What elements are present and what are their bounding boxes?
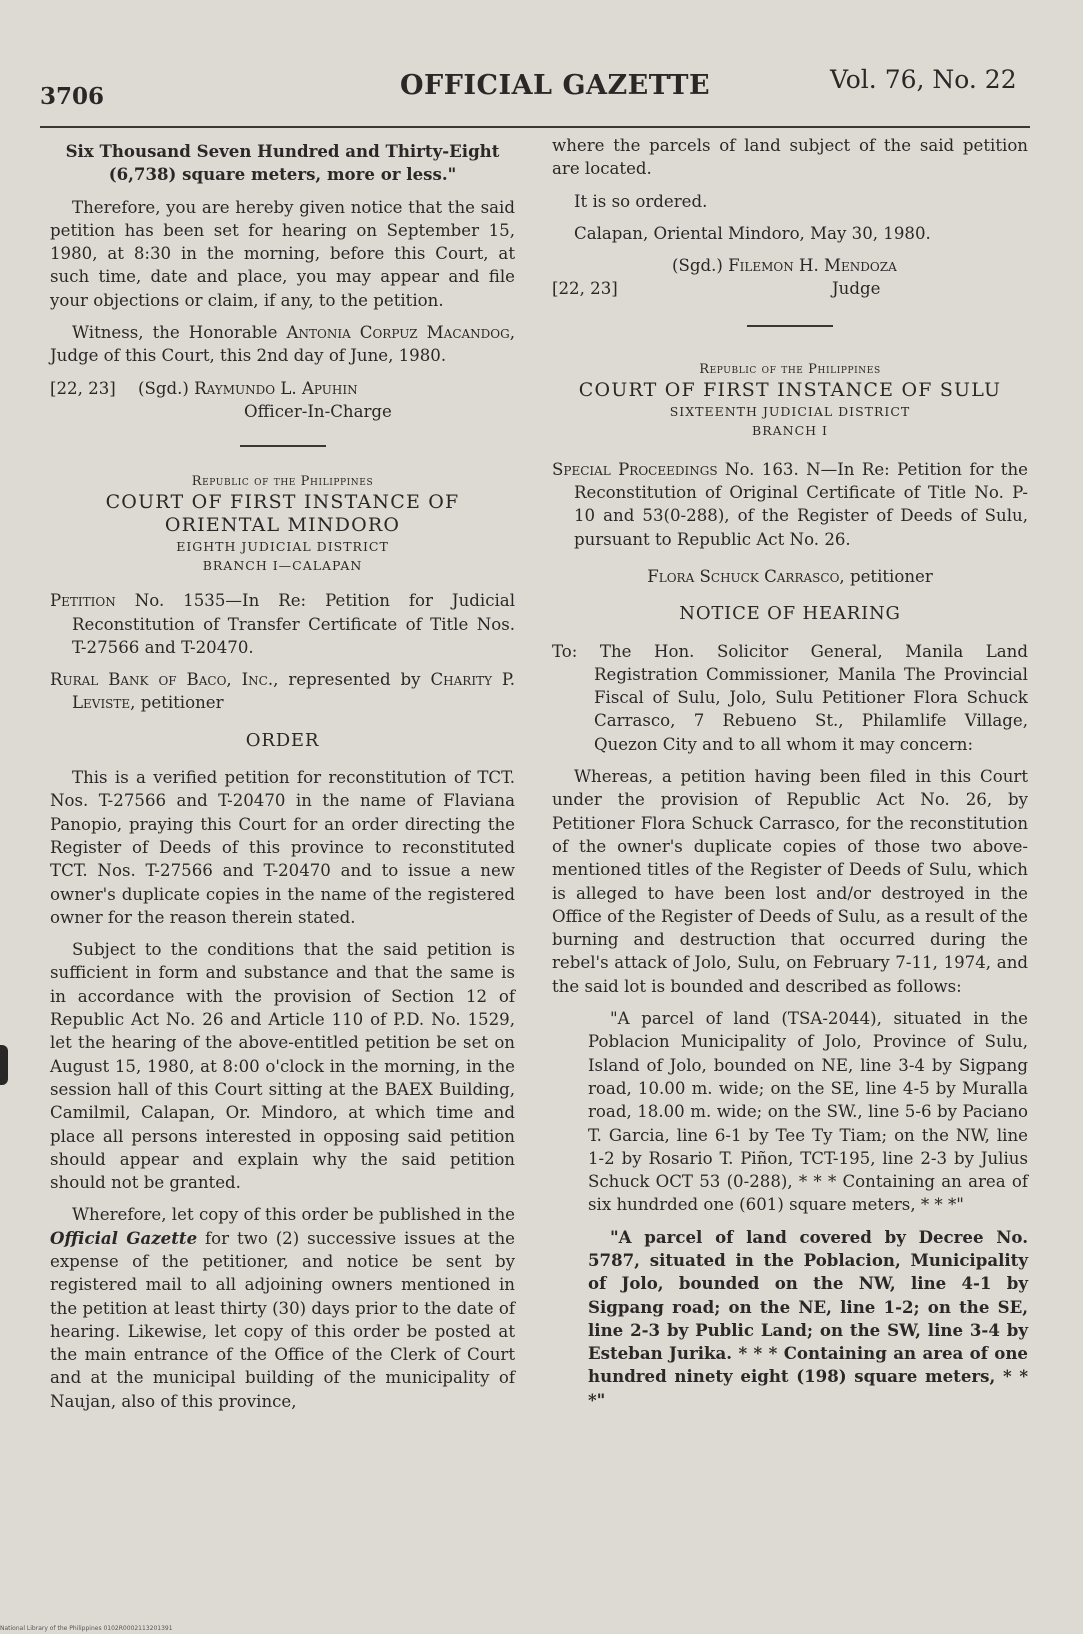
petition-caption [50, 589, 515, 659]
therefore-paragraph: Therefore, you are hereby given notice that the said petition has been set for hearing on September 15, 1980, at 8:30 in the morning, before this Court, at such time, date and place, you may appear and file your objections or claim, if any, to the petition. [50, 197, 515, 310]
petitioner-line [552, 565, 1028, 588]
header-rule [40, 126, 1030, 128]
order-p3-a: Wherefore, let copy of this order be published in the [72, 1205, 515, 1225]
scan-edge-mark [0, 1045, 8, 1085]
signature-block-left [50, 377, 515, 424]
court-district-right: SIXTEENTH JUDICIAL DISTRICT [669, 403, 911, 419]
party-end: , petitioner [130, 693, 224, 713]
court-name-line1: COURT OF FIRST INSTANCE OF [105, 491, 460, 514]
court-branch-right: BRANCH I [752, 422, 828, 438]
to-text: The Hon. Solicitor General, Manila Land Registration Commissioner, Manila The Provincial Fiscal of Sulu, Jolo, Sulu Petitioner Flora Schuck Carrasco, 7 Rebueno St., Philamlife Village, Quezon City and to all whom it may concern: [594, 641, 1028, 754]
special-proceedings-caption [552, 458, 1028, 551]
order-title: ORDER [245, 729, 320, 751]
whereas-paragraph: Whereas, a petition having been filed in this Court under the provision of Republic Act No. 26, by Petitioner Flora Schuck Carrasco, for the reconstitution of the owner's duplicate copies of those two above-mentioned titles of the Register of Deeds of Sulu, which is alleged to have been lost and/or destroyed in the Office of the Register of Deeds of Sulu, as a result of the burning and destruction that occurred during the rebel's attack of Jolo, Sulu, on February 7-11, 1974, and the said lot is bounded and described as follows: [552, 767, 1028, 996]
party-name: Rural Bank of Baco, Inc. [50, 670, 274, 690]
party-rest: , represented by [273, 670, 421, 690]
signature-block-right [552, 254, 1028, 301]
court-name-right: COURT OF FIRST INSTANCE OF SULU [578, 378, 1002, 401]
scan-footer-note: National Library of the Philippines 0102R0002113201391 [0, 1625, 173, 1632]
area-continuation: Six Thousand Seven Hundred and Thirty-Eight (6,738) square meters, more or less." [65, 141, 500, 185]
order-paragraph-2: Subject to the conditions that the said petition is sufficient in form and substance and that the same is in accordance with the provision of Section 12 of Republic Act No. 26 and Article 110 of P.D. No. 1529, let the hearing of the above-entitled petition be set on August 15, 1980, at 8:00 o'clock in the morning, in the session hall of this Court sitting at the BAEX Building, Camilmil, Calapan, Or. Mindoro, at which time and place all persons interested in opposing said petition should appear and explain why the said petition should not be granted. [50, 940, 515, 1193]
court-republic: Republic of the Philippines [191, 474, 374, 490]
sig-issue-ref: [22, 23] [50, 378, 116, 398]
notice-title: NOTICE OF HEARING [679, 603, 901, 625]
section-divider [240, 445, 326, 447]
court-name-line2: ORIENTAL MINDORO [164, 514, 401, 537]
petitioner-role: , petitioner [839, 566, 933, 586]
petition-text: No. 1535—In Re: Petition for Judicial Reconstitution of Transfer Certificate of Title Nos. T-27566 and T-20470. [72, 591, 515, 657]
petitioner-name: Flora Schuck Carrasco [647, 566, 840, 586]
addressees [552, 640, 1028, 756]
order-p3-b: for two (2) successive issues at the expense of the petitioner, and notice be sent by registered mail to all adjoining owners mentioned in the petition at least thirty (30) days prior to the date of hearing. Likewise, let copy of this order be posted at the main entrance of the Office of the Clerk of Court and at the municipal building of the municipality of Naujan, also of this province, [50, 1228, 515, 1411]
party-rep: Charity P. Leviste [72, 670, 515, 713]
sig-name-right: Filemon H. Mendoza [728, 256, 897, 276]
sig-role: Officer-In-Charge [244, 401, 392, 421]
right-column [552, 134, 1028, 1421]
left-column [50, 140, 515, 1422]
court-republic-right: Republic of the Philippines [699, 361, 881, 377]
witness-name: Antonia Corpuz Macandog [286, 323, 510, 343]
page-number: 3706 [40, 83, 105, 110]
sig-sgd-right: (Sgd.) [672, 256, 723, 276]
sig-role-right: Judge [832, 279, 881, 299]
party-line [50, 668, 515, 715]
order-paragraph-1: This is a verified petition for reconstitution of TCT. Nos. T-27566 and T-20470 in the name of Flaviana Panopio, praying this Court for an order directing the Register of Deeds of this province to reconstituted TCT. Nos. T-27566 and T-20470 and to issue a new owner's duplicate copies in the name of the registered owner for the reason therein stated. [50, 768, 515, 927]
court-branch: BRANCH I—CALAPAN [202, 558, 363, 574]
signature [138, 377, 515, 424]
witness-rest: , Judge of this Court, this 2nd day of June, 1980. [50, 323, 515, 366]
place-date: Calapan, Oriental Mindoro, May 30, 1980. [574, 223, 931, 243]
sig-name: Raymundo L. Apuhin [194, 378, 358, 398]
order-continuation: where the parcels of land subject of the said petition are located. [552, 136, 1028, 179]
order-paragraph-3 [50, 1203, 515, 1413]
volume-issue: Vol. 76, No. 22 [830, 65, 1017, 94]
parcel-description-1: "A parcel of land (TSA-2044), situated in the Poblacion Municipality of Jolo, Province of Sulu, Island of Jolo, bounded on NE, line 3-4 by Sigpang road, 10.00 m. wide; on the SE, line 4-5 by Muralla road, 18.00 m. wide; on the SW., line 5-6 by Paciano T. Garcia, line 6-1 by Tee Ty Tiam; on the NW, line 1-2 by Rosario T. Piñon, TCT-195, line 2-3 by Julius Schuck OCT 53 (0-288), * * * Containing an area of six hundrded one (601) square meters, * * *" [588, 1009, 1028, 1215]
witness-paragraph [50, 321, 515, 368]
to-label: To: [552, 641, 578, 661]
gazette-reference: Official Gazette [50, 1227, 198, 1248]
witness-lead: Witness, the Honorable [72, 323, 278, 343]
petition-label: Petition [50, 591, 116, 611]
section-divider-right [747, 325, 833, 327]
sig-sgd: (Sgd.) [138, 378, 189, 398]
publication-title: OFFICIAL GAZETTE [400, 70, 711, 101]
court-district: EIGHTH JUDICIAL DISTRICT [176, 539, 389, 555]
sig-ref-right: [22, 23] [552, 279, 618, 299]
so-ordered: It is so ordered. [574, 191, 708, 211]
special-text: No. 163. N—In Re: Petition for the Reconstitution of Original Certificate of Title No. P-10 and 53(0-288), of the Register of Deeds of Sulu, pursuant to Republic Act No. 26. [574, 459, 1028, 549]
parcel-description-2: "A parcel of land covered by Decree No. 5787, situated in the Poblacion, Municipality of Jolo, bounded on the NW, line 4-1 by Sigpang road; on the NE, line 1-2; on the SE, line 2-3 by Public Land; on the SW, line 3-4 by Esteban Jurika. * * * Containing an area of one hundred ninety eight (198) square meters, * * *" [588, 1226, 1028, 1410]
special-label: Special Proceedings [552, 459, 718, 479]
